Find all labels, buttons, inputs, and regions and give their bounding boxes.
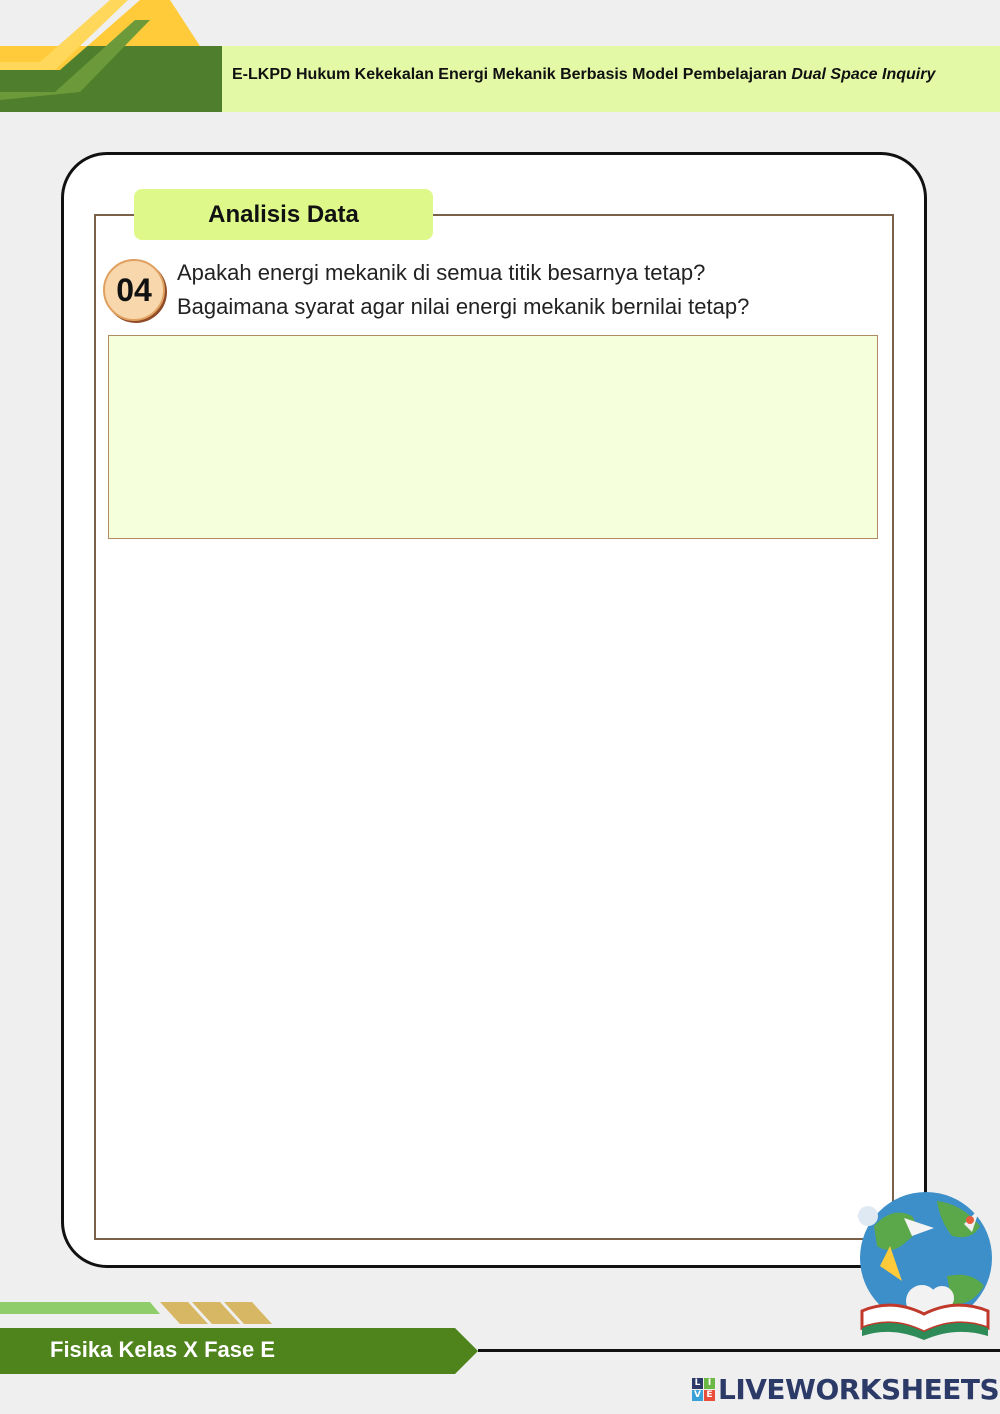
footer-label: Fisika Kelas X Fase E [50,1337,276,1362]
logo-letter-v: V [692,1390,703,1401]
globe-book-illustration [852,1186,997,1341]
question-line-1: Apakah energi mekanik di semua titik besarnya tetap? [177,260,706,285]
header-title-italic: Dual Space Inquiry [791,66,936,83]
logo-letter-l: L [692,1378,703,1389]
question-number-badge: 04 [103,259,165,321]
footer-divider [478,1349,1000,1352]
liveworksheets-logo-icon [692,1378,715,1401]
section-title: Analisis Data [134,189,433,240]
logo-letter-e: E [704,1390,715,1401]
answer-input-box[interactable] [108,335,878,539]
liveworksheets-logo-text: LIVEWORKSHEETS [718,1373,1000,1406]
header-title-main: E-LKPD Hukum Kekekalan Energi Mekanik Berbasis Model Pembelajaran [232,66,792,83]
question-text [177,256,877,324]
logo-letter-i: I [704,1378,715,1389]
header-decoration [0,0,230,115]
liveworksheets-logo [692,1373,999,1406]
header-title [232,66,992,84]
question-line-2: Bagaimana syarat agar nilai energi mekanik bernilai tetap? [177,294,750,319]
